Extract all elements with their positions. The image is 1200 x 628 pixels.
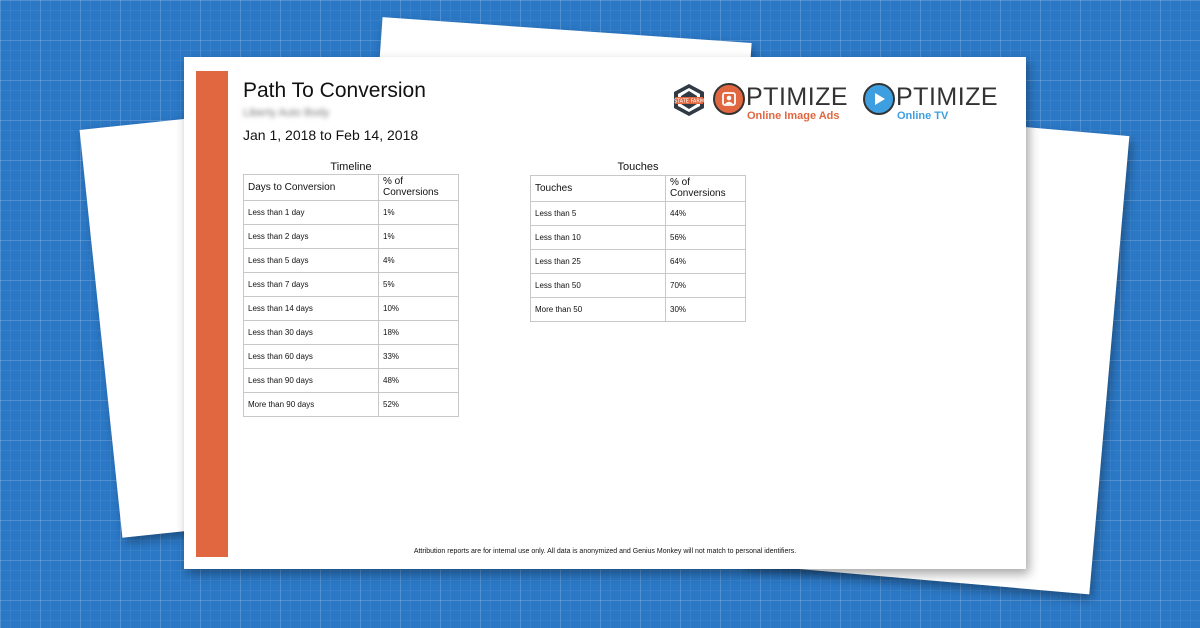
table-header-row [244, 175, 459, 201]
row-value: 4% [379, 249, 459, 273]
state-farm-logo-icon [671, 83, 707, 117]
row-value: 30% [666, 298, 746, 322]
touches-table [530, 175, 746, 322]
row-label: Less than 7 days [244, 273, 379, 297]
row-label: Less than 60 days [244, 345, 379, 369]
report-title: Path To Conversion [243, 79, 426, 102]
row-label: Less than 1 day [244, 201, 379, 225]
row-value: 64% [666, 250, 746, 274]
table-row [244, 369, 459, 393]
table-row [531, 202, 746, 226]
row-value: 1% [379, 201, 459, 225]
table-header-row [531, 176, 746, 202]
row-value: 70% [666, 274, 746, 298]
optimize-subtitle: Online TV [897, 110, 949, 122]
row-value: 44% [666, 202, 746, 226]
row-label: Less than 50 [531, 274, 666, 298]
row-label: Less than 90 days [244, 369, 379, 393]
optimize-wordmark: PTIMIZE [896, 83, 999, 111]
image-ads-logo-icon [713, 83, 745, 115]
row-value: 33% [379, 345, 459, 369]
row-label: More than 90 days [244, 393, 379, 417]
column-header: % of Conversions [379, 175, 459, 201]
timeline-caption: Timeline [330, 161, 372, 173]
date-range: Jan 1, 2018 to Feb 14, 2018 [243, 127, 419, 143]
table-row [244, 201, 459, 225]
row-label: Less than 5 [531, 202, 666, 226]
optimize-subtitle: Online Image Ads [747, 110, 840, 122]
row-label: More than 50 [531, 298, 666, 322]
row-label: Less than 5 days [244, 249, 379, 273]
table-row [244, 297, 459, 321]
svg-text:STATE FARM: STATE FARM [673, 98, 705, 105]
row-value: 48% [379, 369, 459, 393]
row-value: 18% [379, 321, 459, 345]
column-header: % of Conversions [666, 176, 746, 202]
report-page [184, 57, 1026, 569]
table-row [244, 273, 459, 297]
row-value: 52% [379, 393, 459, 417]
row-label: Less than 14 days [244, 297, 379, 321]
row-value: 10% [379, 297, 459, 321]
table-row [531, 274, 746, 298]
report-subtitle: Liberty Auto Body [243, 107, 330, 119]
column-header: Touches [531, 176, 666, 202]
table-row [244, 345, 459, 369]
row-label: Less than 2 days [244, 225, 379, 249]
accent-bar [196, 71, 228, 557]
row-value: 56% [666, 226, 746, 250]
row-label: Less than 10 [531, 226, 666, 250]
table-row [244, 225, 459, 249]
table-row [244, 321, 459, 345]
disclaimer-footer: Attribution reports are for internal use only. All data is anonymized and Genius Monkey will not match to personal identifiers. [413, 548, 797, 555]
row-value: 1% [379, 225, 459, 249]
column-header: Days to Conversion [244, 175, 379, 201]
play-logo-icon [863, 83, 895, 115]
row-label: Less than 25 [531, 250, 666, 274]
logo-group [671, 79, 1011, 123]
table-row [531, 298, 746, 322]
table-row [531, 226, 746, 250]
table-row [244, 393, 459, 417]
timeline-table [243, 174, 459, 417]
optimize-wordmark: PTIMIZE [746, 83, 849, 111]
row-label: Less than 30 days [244, 321, 379, 345]
table-row [244, 249, 459, 273]
row-value: 5% [379, 273, 459, 297]
table-row [531, 250, 746, 274]
touches-caption: Touches [617, 161, 659, 173]
